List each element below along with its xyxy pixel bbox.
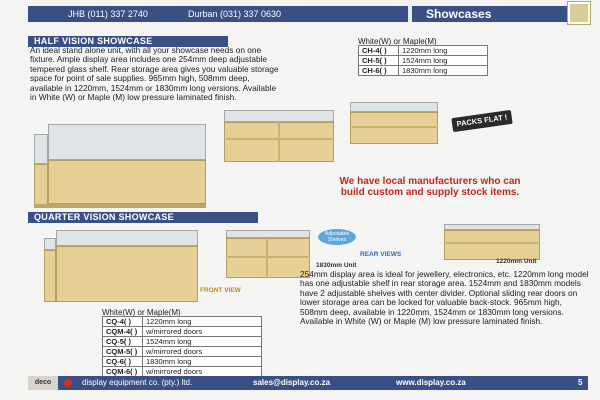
model-size: w/mirrored doors bbox=[143, 347, 262, 357]
table-row bbox=[103, 347, 262, 357]
half-vision-showcase-rear-image bbox=[218, 108, 338, 166]
section-title: Showcases bbox=[426, 7, 492, 21]
half-vision-models-table bbox=[358, 45, 488, 76]
model-size: 1524mm long bbox=[143, 337, 262, 347]
model-code: CQ-5( ) bbox=[103, 337, 143, 347]
quarter-vision-models-table bbox=[102, 316, 262, 377]
local-manufacturers-notice: We have local manufacturers who can build custom and supply stock items. bbox=[339, 176, 521, 198]
footer-bar bbox=[28, 376, 588, 390]
half-vision-showcase-front-image bbox=[30, 120, 210, 210]
quarter-vision-finish-label: White(W) or Maple(M) bbox=[102, 308, 181, 317]
half-vision-description: An ideal stand alone unit, with all your showcase needs on one fixture. Ample display area includes one 254mm deep adjustable tempered glass shelf. Rear storage area gives you valuable storage space for point of sale supplies. 965mm high, 508mm deep, available in 1220mm, 1524mm or 1830mm long versions. Available in White (W) or Maple (M) low pressure laminated finish. bbox=[30, 45, 279, 103]
table-row bbox=[359, 46, 488, 56]
model-code: CH-4( ) bbox=[359, 46, 399, 56]
packs-flat-badge: PACKS FLAT ! bbox=[451, 110, 512, 132]
rear-views-label: REAR VIEWS bbox=[360, 251, 402, 258]
header-bar bbox=[28, 6, 588, 22]
model-size: 1220mm long bbox=[143, 317, 262, 327]
quarter-vision-title: QUARTER VISION SHOWCASE bbox=[28, 212, 258, 223]
unit-1830-label: 1830mm Unit bbox=[316, 262, 357, 269]
model-size: w/mirrored doors bbox=[143, 327, 262, 337]
quarter-vision-showcase-rear-1220-image bbox=[440, 222, 544, 262]
company-logo: deco bbox=[28, 376, 58, 390]
adjustable-shelves-callout: Adjustable Shelves bbox=[318, 229, 356, 245]
quarter-vision-description: 254mm display area is ideal for jewellery, electronics, etc. 1220mm long model has one adjustable shelf in rear storage area. 1524mm and 1830mm models have 2 adjustable shelves with center divider. Optional sliding rear doors on lower storage area can be locked for valuable back-stock. 965mm high, 508mm deep, available in 1220mm, 1524mm or 1830mm long versions. Available in White (W) or Maple (M) low pressure laminated finish. bbox=[300, 269, 589, 327]
model-code: CQM-6( ) bbox=[103, 367, 143, 377]
red-dot-icon bbox=[64, 379, 72, 387]
table-row bbox=[103, 327, 262, 337]
page-number: 5 bbox=[578, 378, 583, 387]
half-vision-finish-label: White(W) or Maple(M) bbox=[358, 37, 437, 46]
showcase-thumbnail-icon bbox=[568, 2, 590, 24]
model-size: w/mirrored doors bbox=[143, 367, 262, 377]
model-size: 1524mm long bbox=[399, 56, 488, 66]
model-size: 1830mm long bbox=[399, 66, 488, 76]
model-size: 1830mm long bbox=[143, 357, 262, 367]
jhb-phone: JHB (011) 337 2740 bbox=[68, 9, 148, 19]
website-link[interactable]: www.display.co.za bbox=[396, 378, 466, 387]
model-code: CQ-4( ) bbox=[103, 317, 143, 327]
front-view-label: FRONT VIEW bbox=[200, 287, 241, 294]
half-vision-title: HALF VISION SHOWCASE bbox=[28, 36, 228, 47]
durban-phone: Durban (031) 337 0630 bbox=[188, 9, 282, 19]
model-size: 1220mm long bbox=[399, 46, 488, 56]
table-row bbox=[359, 66, 488, 76]
model-code: CQ-6( ) bbox=[103, 357, 143, 367]
unit-1220-label: 1220mm Unit bbox=[496, 258, 537, 265]
header-divider bbox=[408, 6, 412, 22]
table-row bbox=[103, 367, 262, 377]
email-link[interactable]: sales@display.co.za bbox=[253, 378, 331, 387]
model-code: CH-5( ) bbox=[359, 56, 399, 66]
model-code: CQM-5( ) bbox=[103, 347, 143, 357]
table-row bbox=[103, 337, 262, 347]
half-vision-showcase-rear-small-image bbox=[346, 100, 442, 146]
table-row bbox=[103, 317, 262, 327]
model-code: CQM-4( ) bbox=[103, 327, 143, 337]
table-row bbox=[359, 56, 488, 66]
table-row bbox=[103, 357, 262, 367]
company-name: display equipment co. (pty.) ltd. bbox=[82, 378, 193, 387]
model-code: CH-6( ) bbox=[359, 66, 399, 76]
quarter-vision-showcase-front-image bbox=[40, 226, 202, 306]
